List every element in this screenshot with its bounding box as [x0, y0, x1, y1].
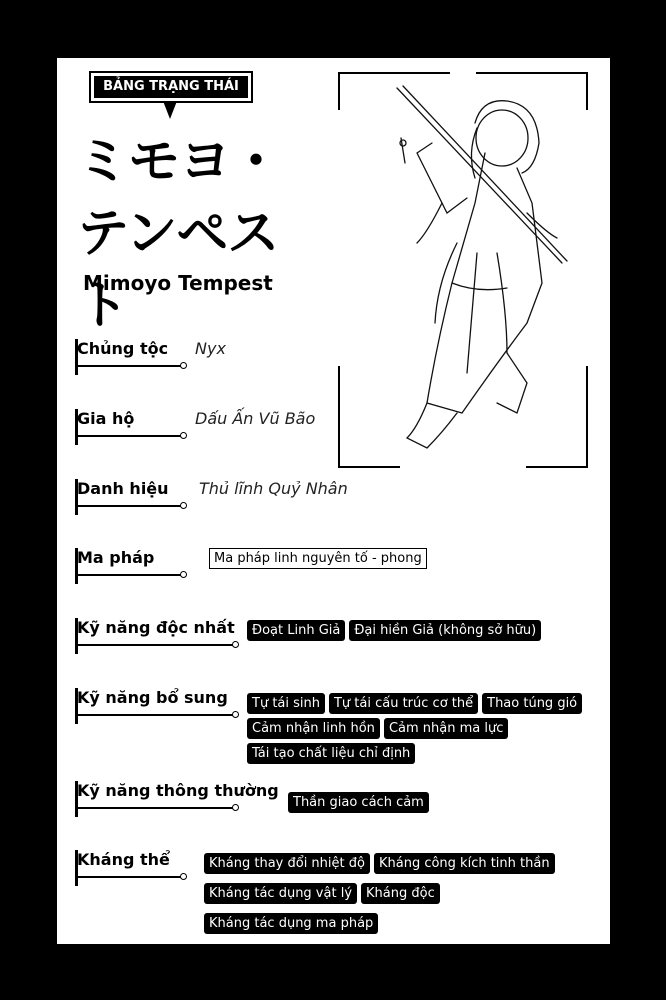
skill-chip: Tự tái sinh [247, 693, 325, 714]
skill-chip: Cảm nhận ma lực [384, 718, 508, 739]
label-underline [77, 574, 181, 576]
resistance-chip: Kháng độc [361, 883, 440, 904]
skill-chip: Tự tái cấu trúc cơ thể [329, 693, 478, 714]
common-skill-list [288, 792, 488, 813]
label-underline [77, 876, 181, 878]
label-title: Danh hiệu [77, 479, 169, 498]
label-underline [77, 644, 233, 646]
label-common-skills: Kỹ năng thông thường [77, 781, 279, 800]
label-underline [77, 505, 181, 507]
label-underline [77, 714, 233, 716]
label-resistances: Kháng thể [77, 850, 170, 869]
character-sketch [357, 83, 587, 463]
skill-chip: Thao túng gió [482, 693, 582, 714]
resistance-chip: Kháng thay đổi nhiệt độ [204, 853, 370, 874]
resistance-chip: Kháng công kích tinh thần [374, 853, 555, 874]
resistance-chip: Kháng tác dụng ma pháp [204, 913, 378, 934]
resistance-chip: Kháng tác dụng vật lý [204, 883, 357, 904]
label-race: Chủng tộc [77, 339, 169, 358]
label-unique-skills: Kỹ năng độc nhất [77, 618, 235, 637]
skill-chip: Đại hiền Giả (không sở hữu) [349, 620, 541, 641]
value-title: Thủ lĩnh Quỷ Nhân [199, 479, 348, 498]
value-race: Nyx [195, 339, 226, 358]
label-underline [77, 807, 233, 809]
unique-skill-list [247, 620, 547, 641]
skill-chip: Cảm nhận linh hồn [247, 718, 380, 739]
extra-skill-list [247, 693, 597, 764]
label-family: Gia hộ [77, 409, 135, 428]
skill-chip: Thần giao cách cảm [288, 792, 429, 813]
skill-chip: Đoạt Linh Giả [247, 620, 345, 641]
japanese-name: ミモヨ・テンペスト [77, 132, 282, 336]
value-magic: Ma pháp linh nguyên tố - phong [209, 548, 427, 569]
resistance-list [204, 853, 584, 934]
label-extra-skills: Kỹ năng bổ sung [77, 688, 228, 707]
status-card [57, 58, 610, 944]
label-magic: Ma pháp [77, 548, 155, 567]
value-family: Dấu Ấn Vũ Bão [195, 409, 316, 428]
label-underline [77, 365, 181, 367]
label-underline [77, 435, 181, 437]
skill-chip: Tái tạo chất liệu chỉ định [247, 743, 415, 764]
status-banner: BẢNG TRẠNG THÁI [91, 73, 251, 101]
banner-pointer [163, 101, 177, 119]
character-name: Mimoyo Tempest [83, 271, 273, 295]
